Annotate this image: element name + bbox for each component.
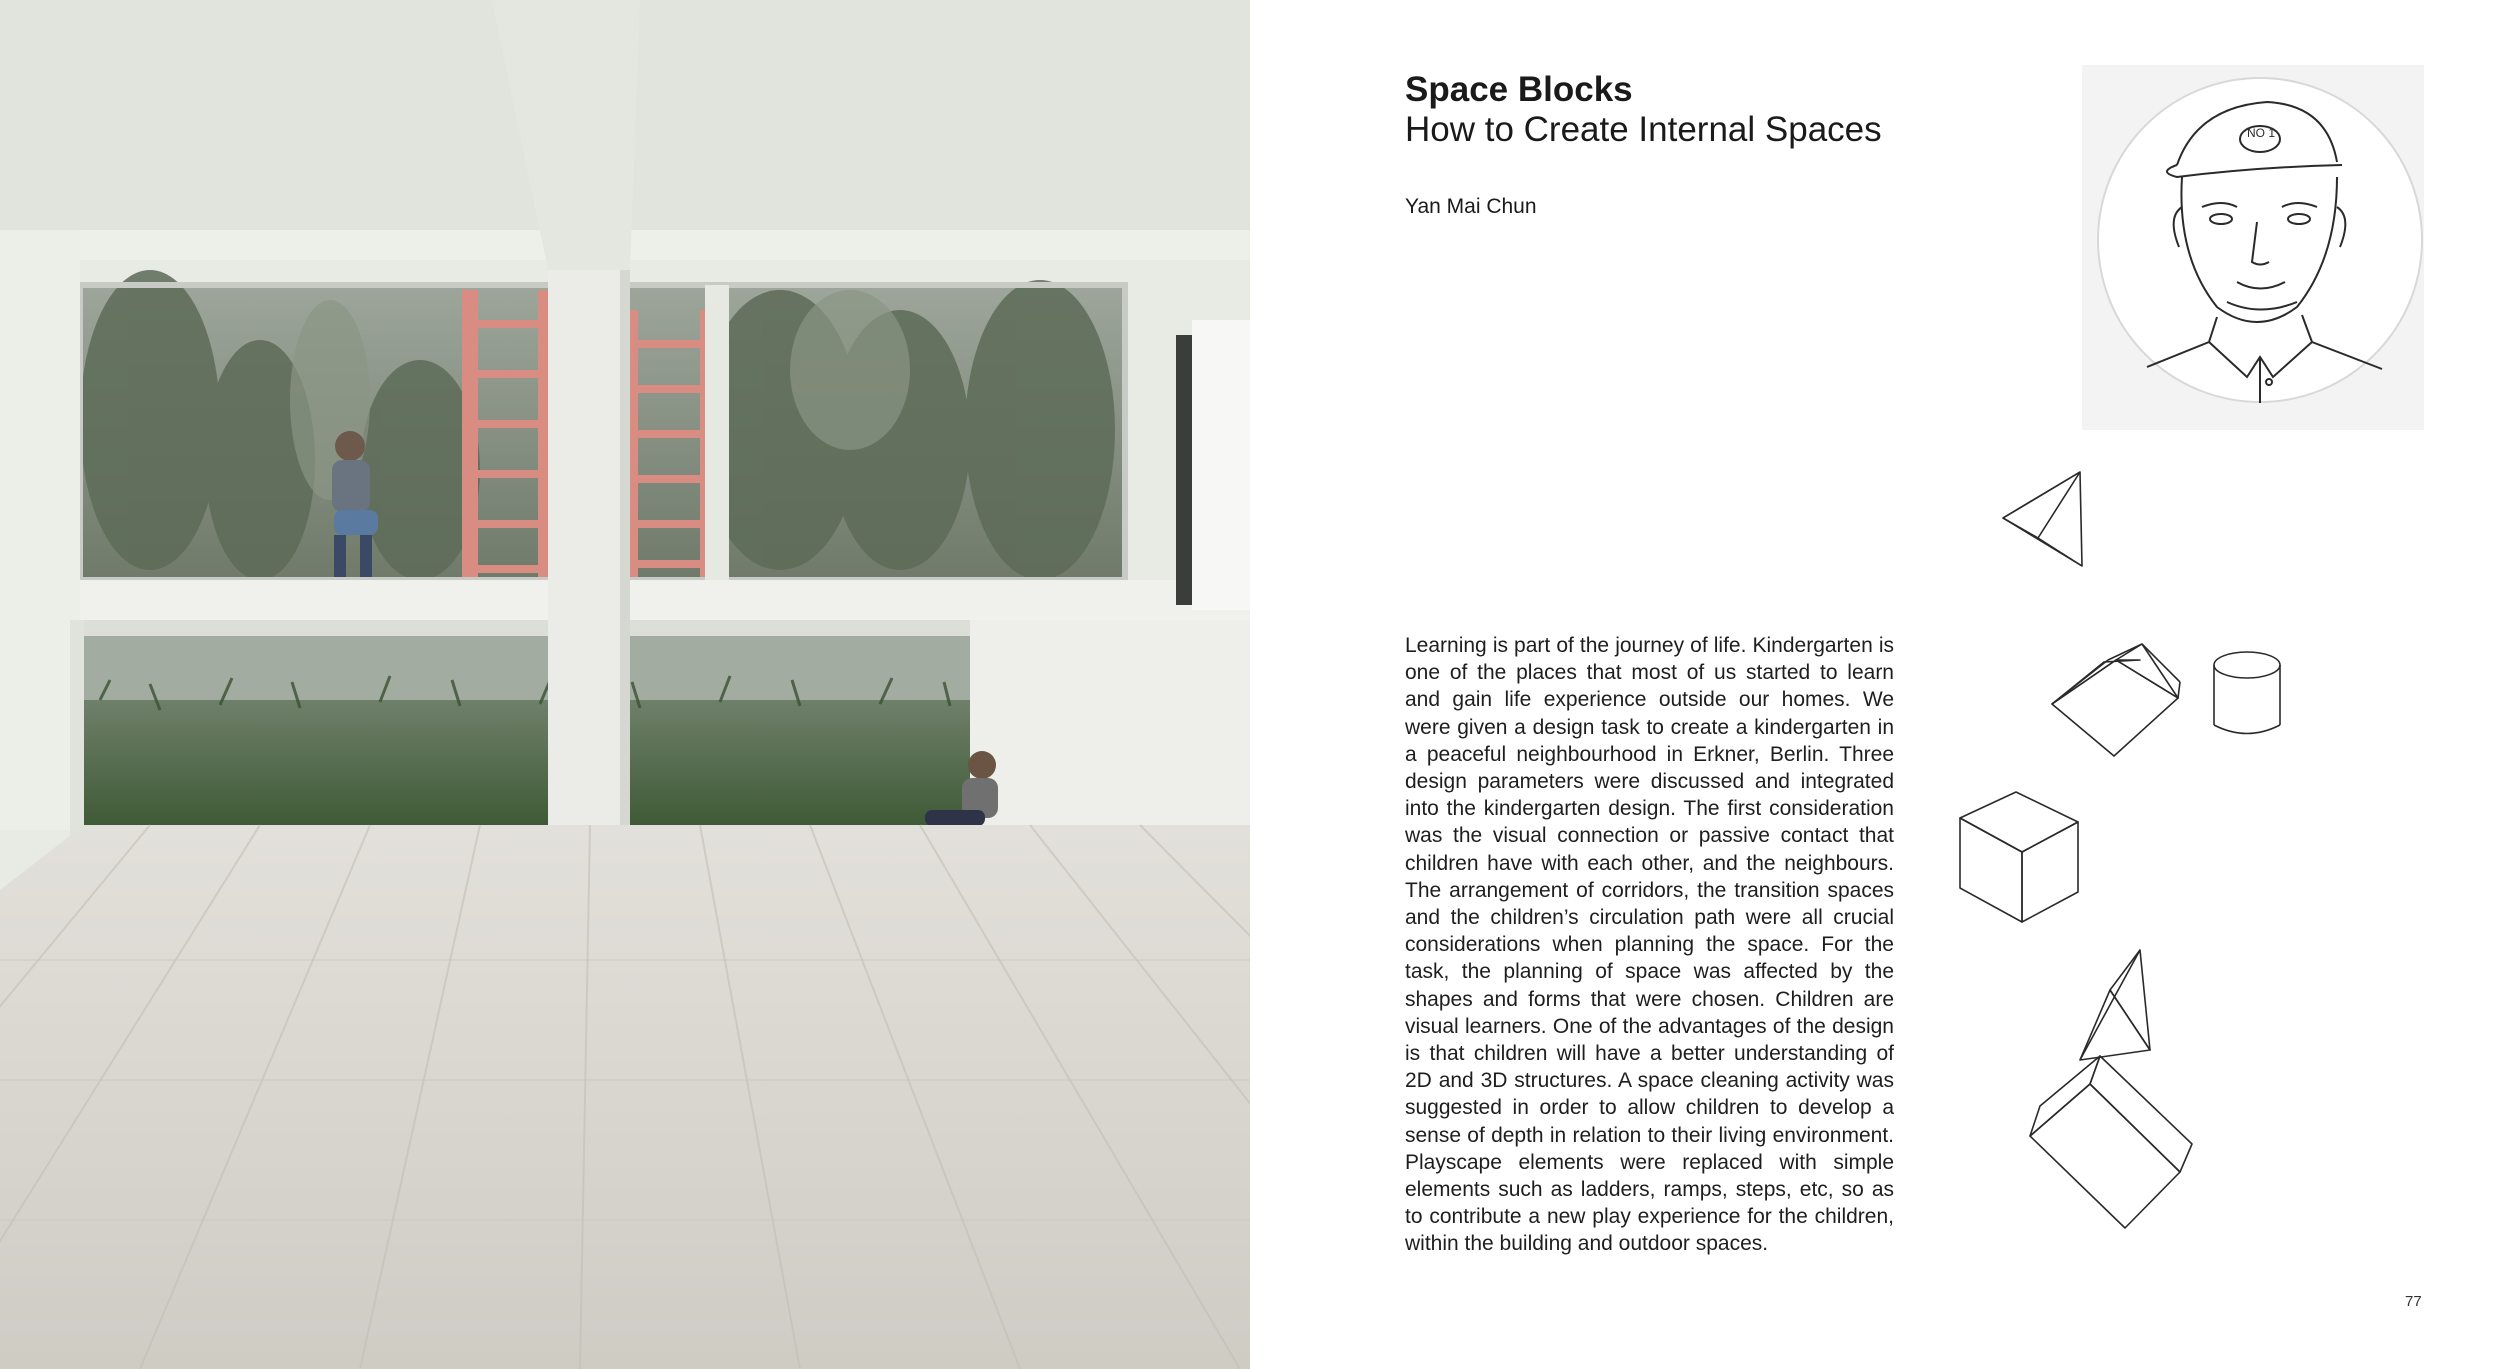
lower-garden-view bbox=[80, 636, 970, 826]
box-shape bbox=[2030, 1056, 2192, 1228]
wooden-floor bbox=[0, 825, 1250, 1369]
article-title: Space Blocks bbox=[1405, 70, 1633, 109]
page-number: 77 bbox=[2405, 1293, 2422, 1310]
prism-shape bbox=[2052, 644, 2180, 756]
article-body: Learning is part of the journey of life. Kindergarten is one of the places that most of us started to learn and gain life experience outside our homes. We were given a design task to create a kindergarten in a peaceful neighbourhood in Erkner, Berlin. Three design parameters were discussed and integrated into the kindergarten design. The first consideration was the visual connection or passive contact that children have with each other, and the neighbours. The arrangement of corridors, the transition spaces and the children’s circulation path were all crucial considerations when planning the space. For the task, the planning of space was affected by the shapes and forms that were chosen. Children are visual learners. One of the advantages of the design is that children will have a better understanding of 2D and 3D structures. A space cleaning activity was suggested in order to allow children to develop a sense of depth in relation to their living environment. Playscape elements were replaced with simple elements such as ladders, ramps, steps, etc, so as to contribute a new play experience for the children, within the building and outdoor spaces. bbox=[1405, 634, 1894, 1256]
pyramid-shape bbox=[2003, 472, 2082, 566]
wedge-shape bbox=[2080, 950, 2150, 1060]
geometric-blocks-illustration bbox=[1930, 460, 2430, 1260]
article-subtitle: How to Create Internal Spaces bbox=[1405, 110, 1882, 149]
cube-shape bbox=[1960, 792, 2078, 922]
author-portrait-sketch bbox=[2097, 77, 2423, 403]
cap-logo-text: NO 1 bbox=[2247, 126, 2276, 140]
author-name: Yan Mai Chun bbox=[1405, 195, 1537, 218]
cylinder-shape bbox=[2214, 652, 2280, 734]
